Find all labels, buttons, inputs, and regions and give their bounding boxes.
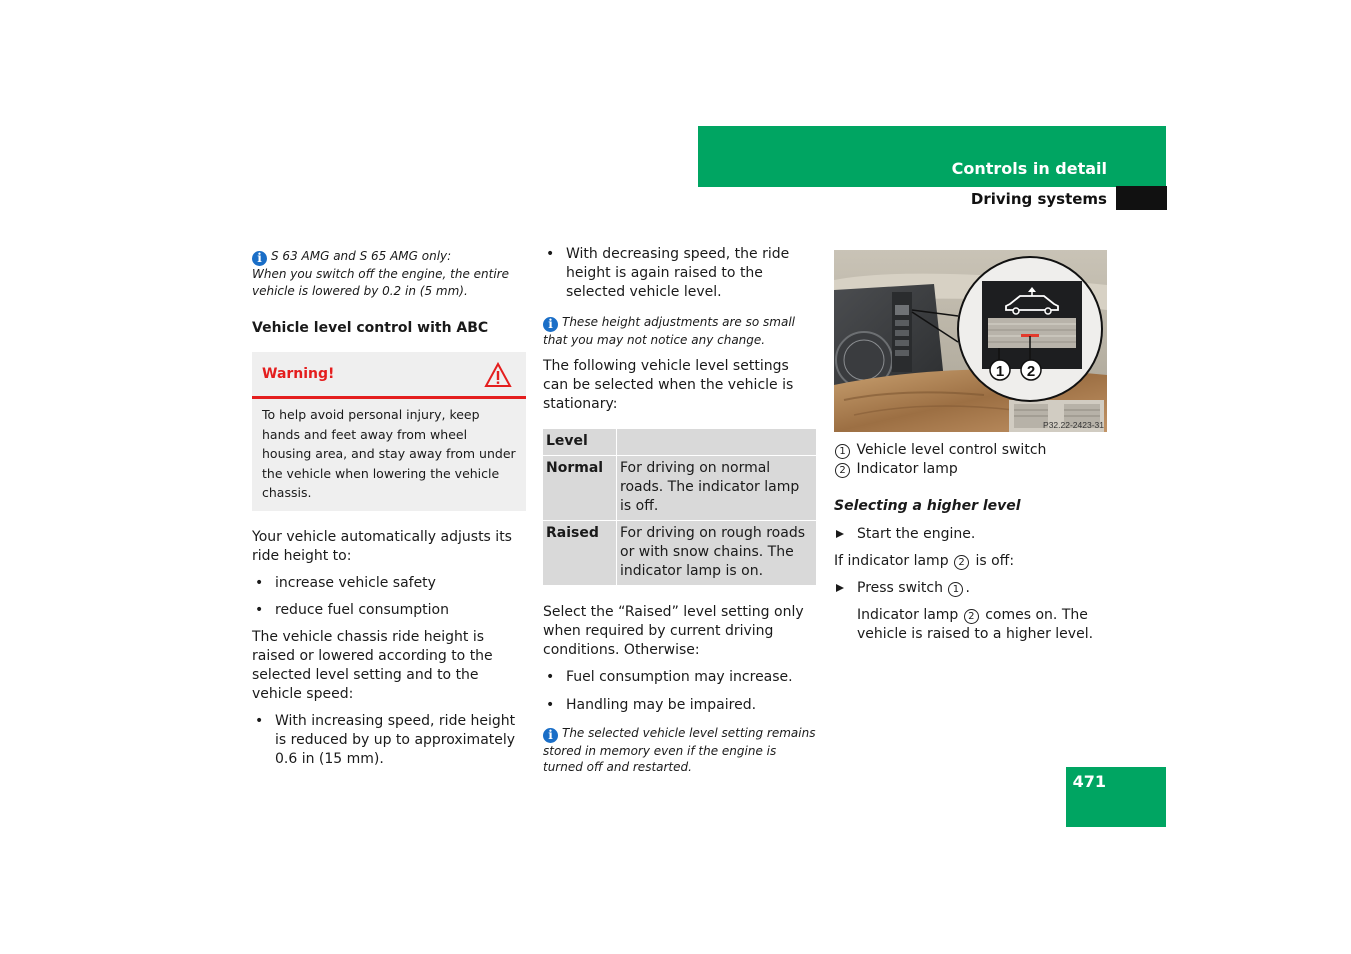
table-row [543, 455, 816, 520]
column-2 [543, 245, 817, 776]
legend-item [834, 460, 1108, 479]
subsection-marker [1116, 186, 1167, 210]
photo-legend [834, 441, 1108, 479]
table-row [543, 520, 816, 585]
intro-paragraph: Your vehicle automatically adjusts its ride height to: [252, 528, 512, 564]
table-cell-level: Normal [543, 455, 617, 520]
info-note-adjustments [543, 314, 817, 349]
info-note-title: S 63 AMG and S 65 AMG only: [271, 249, 452, 263]
callout-2: 2 [1026, 363, 1036, 380]
info-icon: i [543, 728, 558, 743]
speed-list-cont [543, 245, 817, 302]
section-heading: Vehicle level control with ABC [252, 320, 489, 336]
list-item: • Fuel consumption may increase. [543, 668, 817, 687]
result-text [834, 606, 1108, 644]
subsection-title: Driving systems [970, 190, 1107, 208]
warning-box [252, 352, 526, 511]
legend-num: 1 [835, 444, 850, 459]
list-item: • increase vehicle safety [252, 574, 526, 593]
condition-post: is off: [975, 553, 1015, 569]
step-post: . [965, 580, 970, 596]
info-note-text: When you switch off the engine, the entire vehicle is lowered by 0.2 in (5 mm). [252, 267, 509, 298]
condition-num: 2 [954, 555, 969, 570]
page-number: 471 [1072, 772, 1106, 791]
info-note-amg [252, 248, 526, 299]
info-note-text: The selected vehicle level setting remains stored in memory even if the engine is turned off and restarted. [543, 725, 816, 774]
consequence-list [543, 668, 817, 715]
table-header-row [543, 429, 816, 456]
speed-list [252, 712, 526, 769]
procedure-steps [834, 525, 1108, 544]
list-item: • reduce fuel consumption [252, 601, 526, 620]
step-arrow-icon [836, 584, 844, 592]
table-header: Level [543, 429, 617, 456]
list-item: • With decreasing speed, the ride height is again raised to the selected vehicle level. [543, 245, 817, 302]
purpose-list [252, 574, 526, 620]
step-num: 1 [948, 582, 963, 597]
legend-text: Vehicle level control switch [856, 442, 1047, 458]
step-text: Start the engine. [857, 526, 976, 542]
procedure-heading: Selecting a higher level [834, 498, 1021, 514]
dashboard-photo [834, 250, 1107, 432]
step-item [834, 579, 1108, 598]
warning-triangle-icon [484, 362, 512, 388]
speed-paragraph: The vehicle chassis ride height is raised or lowered according to the selected level setting and to the vehicle speed: [252, 628, 493, 702]
section-title: Controls in detail [951, 159, 1107, 178]
step-arrow-icon [836, 530, 844, 538]
result-num: 2 [964, 609, 979, 624]
info-icon: i [252, 251, 267, 266]
step-text: Press switch [857, 580, 943, 596]
info-note-text: These height adjustments are so small that you may not notice any change. [543, 315, 796, 347]
info-icon: i [543, 317, 558, 332]
settings-intro: The following vehicle level settings can be selected when the vehicle is stationary: [543, 357, 794, 412]
condition-text [834, 552, 1108, 571]
photo-code: P32.22-2423-31 [1043, 420, 1104, 430]
table-cell-desc: For driving on normal roads. The indicator lamp is off. [617, 455, 817, 520]
level-table [543, 429, 816, 585]
legend-text: Indicator lamp [856, 461, 958, 477]
table-cell-desc: For driving on rough roads or with snow chains. The indicator lamp is on. [617, 520, 817, 585]
column-1 [252, 248, 526, 769]
procedure-steps-2 [834, 579, 1108, 598]
raised-paragraph: Select the “Raised” level setting only when required by current driving conditions. Otherwise: [543, 603, 804, 658]
table-header-empty [617, 429, 817, 456]
warning-label: Warning! [262, 366, 335, 382]
legend-item [834, 441, 1108, 460]
warning-header [252, 352, 526, 399]
warning-text: To help avoid personal injury, keep hands and feet away from wheel housing area, and stay away from under the vehicle when lowering the vehicle chassis. [262, 407, 516, 500]
list-item: • Handling may be impaired. [543, 696, 817, 715]
info-note-memory [543, 725, 817, 776]
table-cell-level: Raised [543, 520, 617, 585]
legend-num: 2 [835, 463, 850, 478]
column-3 [834, 250, 1108, 644]
condition-pre: If indicator lamp [834, 553, 949, 569]
step-item [834, 525, 1108, 544]
callout-1: 1 [995, 363, 1005, 380]
list-item: • With increasing speed, ride height is reduced by up to approximately 0.6 in (15 mm). [252, 712, 526, 769]
result-post: comes on. The vehicle is raised to a higher level. [857, 607, 1094, 642]
result-pre: Indicator lamp [857, 607, 959, 623]
